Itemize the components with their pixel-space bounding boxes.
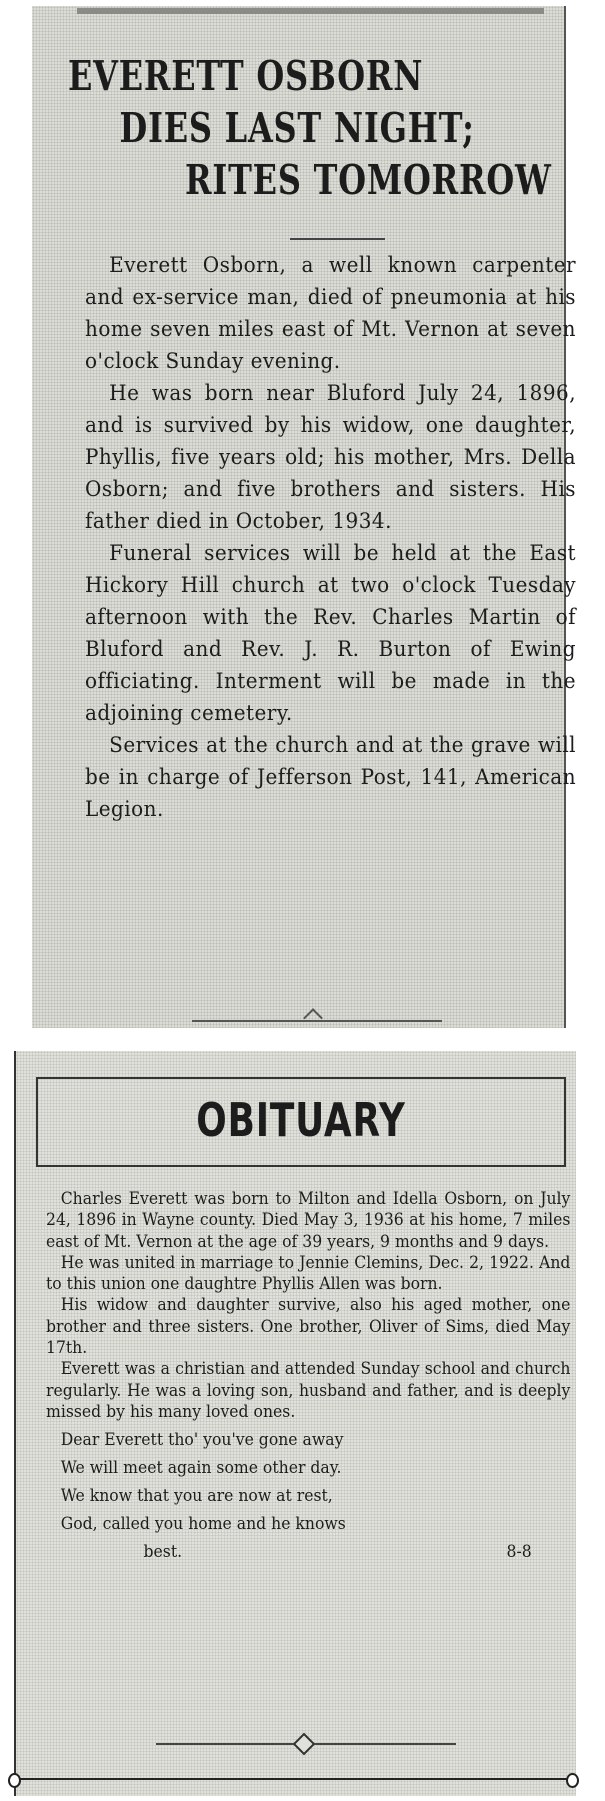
paragraph: Services at the church and at the grave will be in charge of Jefferson Post, 141, American Legion.: [85, 733, 577, 822]
paragraph: Everett was a christian and attended Sunday school and church regularly. He was a loving son, husband and father, and is deeply missed by his many loved ones.: [46, 1359, 571, 1422]
banner-title: OBITUARY: [196, 1093, 406, 1147]
diamond-ornament-icon: [293, 1733, 316, 1756]
issue-code: 8-8: [506, 1542, 532, 1563]
obituary-body: [46, 1189, 570, 1566]
paragraph: Funeral services will be held at the East Hickory Hill church at two o'clock Tuesday afternoon with the Rev. Charles Martin of Bluford and Rev. J. R. Burton of Ewing officiating. Interment will be made in the adjoining cemetery.: [85, 541, 577, 726]
news-clipping-obituary: [14, 1051, 576, 1796]
end-ornament-icon: [303, 1008, 323, 1028]
paragraph: He was united in marriage to Jennie Clemins, Dec. 2, 1922. And to this union one daughtre Phyllis Allen was born.: [46, 1252, 571, 1295]
obituary-banner: [36, 1077, 566, 1167]
verse-last-line: [46, 1538, 570, 1566]
memorial-verse: [46, 1426, 570, 1566]
paragraph: Charles Everett was born to Milton and Idella Osborn, on July 24, 1896 in Wayne county. Died May 3, 1936 at his home, 7 miles east of Mt. Vernon at the age of 39 years, 9 months and 9 days.: [46, 1189, 571, 1252]
ring-ornament-icon: [566, 1773, 579, 1788]
verse-line: We will meet again some other day.: [60, 1458, 342, 1479]
headline-line-2: DIES LAST NIGHT;: [119, 104, 475, 152]
paragraph: Everett Osborn, a well known carpenter and ex-service man, died of pneumonia at his home seven miles east of Mt. Vernon at seven o'clock Sunday evening.: [85, 253, 577, 374]
verse-line: Dear Everett tho' you've gone away: [60, 1430, 344, 1451]
paragraph: His widow and daughter survive, also his aged mother, one brother and three sisters. One brother, Oliver of Sims, died May 17th.: [46, 1295, 571, 1359]
ring-ornament-icon: [8, 1773, 21, 1788]
verse-last-word: best.: [143, 1542, 183, 1563]
verse-line: God, called you home and he knows: [60, 1514, 346, 1535]
headline: [68, 50, 552, 206]
paragraph: He was born near Bluford July 24, 1896, and is survived by his widow, one daughter, Phyllis, five years old; his mother, Mrs. Della Osborn; and five brothers and sisters. His father died in October, 1934.: [85, 381, 577, 534]
article-body: [85, 250, 576, 826]
bottom-divider: [14, 1778, 574, 1780]
verse-line: We know that you are now at rest,: [60, 1486, 333, 1507]
news-clipping-death-notice: [32, 6, 577, 1028]
headline-line-3: RITES TOMORROW: [185, 156, 552, 204]
headline-divider: [290, 238, 385, 240]
top-rule: [77, 8, 544, 14]
headline-line-1: EVERETT OSBORN: [68, 52, 424, 100]
